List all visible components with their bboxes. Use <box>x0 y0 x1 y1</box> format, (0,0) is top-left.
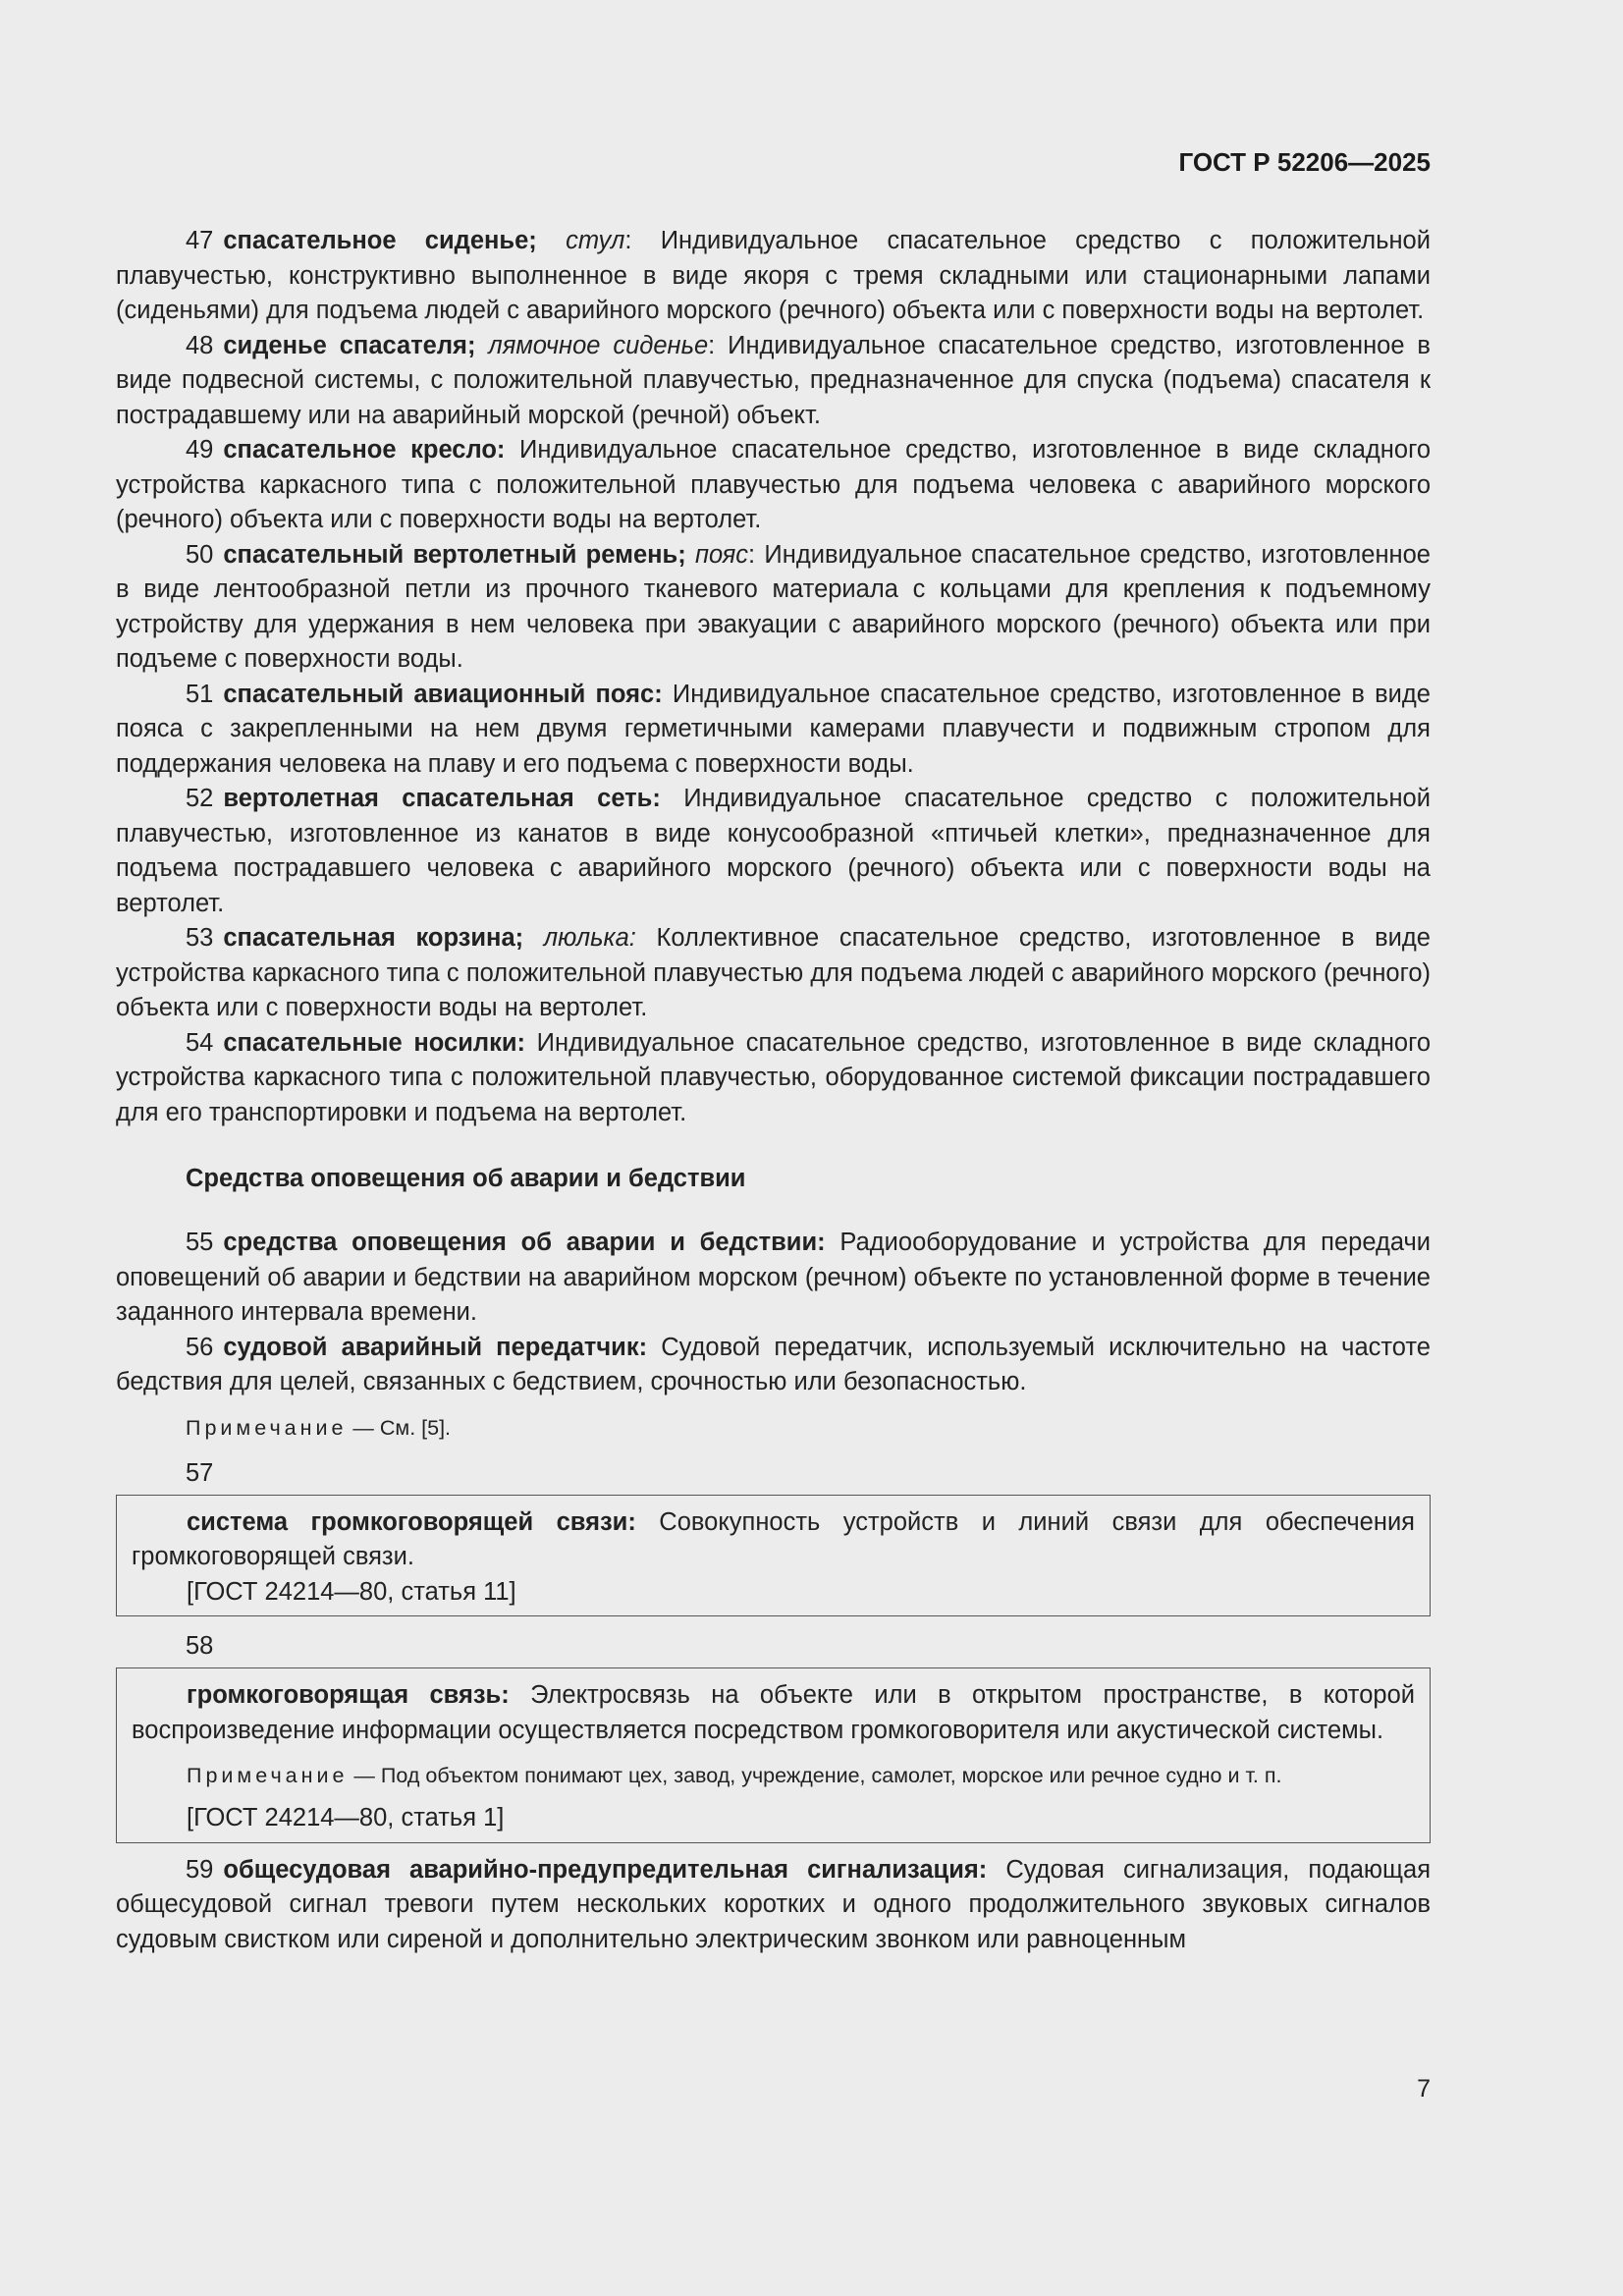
note-58 <box>132 1760 1415 1791</box>
term-entry-50 <box>116 538 1431 678</box>
definition: Радиооборудование и устройства для передачи оповещений об аварии и бедствии на аварийном морском (речном) объекте по установленной форме в течение заданного интервала времени. <box>116 1229 1432 1326</box>
term: громкоговорящая связь: <box>187 1681 510 1709</box>
definition: Индивидуальное спасательное средство, изготовленное в виде складного устройства каркасного типа с положительной плавучестью для подъема человека с аварийного морского (речного) объекта или с поверхности воды на вертолет. <box>116 436 1431 533</box>
term: судовой аварийный передатчик: <box>223 1333 648 1361</box>
term-entry-56 <box>116 1331 1431 1400</box>
definition: Индивидуальное спасательное средство, изготовленное в виде пояса с закрепленными на нем двумя герметичными камерами плавучести и подвижным стропом для поддержания человека на плаву и его подъема с поверхности воды. <box>116 680 1431 778</box>
entry-number: 47 <box>186 227 214 254</box>
entry-number: 56 <box>186 1333 214 1361</box>
term: спасательное кресло: <box>223 436 506 464</box>
entry-number: 50 <box>186 540 214 569</box>
term-entry-53 <box>116 921 1431 1026</box>
note-text: — Под объектом понимают цех, завод, учреждение, самолет, морское или речное судно и т. п. <box>348 1764 1282 1787</box>
definition: Электросвязь на объекте или в открытом пространстве, в которой воспроизведение информации осуществляется посредством громкоговорителя или акустической системы. <box>132 1681 1415 1744</box>
term-entry-55 <box>116 1226 1431 1331</box>
document-body <box>116 224 1431 1957</box>
entry-number-58: 58 <box>186 1632 214 1660</box>
term-entry-52 <box>116 782 1431 921</box>
entry-number: 51 <box>186 680 214 708</box>
note-text: — См. [5]. <box>347 1415 452 1440</box>
definition: Судовой передатчик, используемый исключительно на частоте бедствия для целей, связанных с бедствием, срочностью или безопасностью. <box>116 1333 1431 1395</box>
source-reference: [ГОСТ 24214—80, статья 11] <box>187 1577 516 1606</box>
definition: : Индивидуальное спасательное средство с положительной плавучестью, конструктивно выполненное в виде якоря с тремя складными или стационарными лапами (сиденьями) для подъема людей с аварийного морского (речного) объекта или с поверхности воды на вертолет. <box>116 227 1431 324</box>
section-heading: Средства оповещения об аварии и бедствии <box>186 1165 746 1192</box>
document-code: ГОСТ Р 52206—2025 <box>1178 147 1431 177</box>
term-entry-49 <box>116 433 1431 538</box>
term-entry-57 <box>132 1505 1415 1575</box>
definition: Коллективное спасательное средство, изготовленное в виде устройства каркасного типа с положительной плавучестью для подъема людей с аварийного морского (речного) объекта или с поверхности воды на вертолет. <box>116 924 1431 1021</box>
entry-number: 48 <box>186 331 214 359</box>
term: вертолетная спасательная сеть: <box>223 785 661 812</box>
term: спасательная корзина; <box>223 924 524 952</box>
source-reference: [ГОСТ 24214—80, статья 1] <box>187 1804 505 1831</box>
term: сиденье спасателя; <box>223 331 476 359</box>
term: спасательные носилки: <box>223 1028 526 1057</box>
note-label: Примечание <box>187 1764 349 1787</box>
synonym: стул <box>566 227 625 254</box>
entry-number: 55 <box>186 1229 214 1256</box>
definition: Судовая сигнализация, подающая общесудовой сигнал тревоги путем нескольких коротких и одного продолжительного звуковых сигналов судовым свистком или сиреной и дополнительно электрическим звонком или равноценным <box>116 1855 1431 1953</box>
entry-number: 49 <box>186 436 214 464</box>
quoted-term-box-57 <box>116 1495 1431 1617</box>
term: средства оповещения об аварии и бедствии: <box>223 1229 826 1256</box>
term: спасательный авиационный пояс: <box>223 680 663 708</box>
entry-number-57: 57 <box>186 1458 214 1487</box>
entry-number: 54 <box>186 1028 214 1057</box>
definition: : Индивидуальное спасательное средство, изготовленное в виде подвесной системы, с положительной плавучестью, предназначенное для спуска (подъема) спасателя к пострадавшему или на аварийный морской (речной) объект. <box>116 331 1431 429</box>
term-entry-58 <box>132 1678 1415 1748</box>
quoted-term-box-58 <box>116 1667 1431 1843</box>
term: спасательный вертолетный ремень; <box>223 540 686 569</box>
definition: Индивидуальное спасательное средство с положительной плавучестью, изготовленное из канатов в виде конусообразной «птичьей клетки», предназначенное для подъема пострадавшего человека с аварийного морского (речного) объекта или с поверхности воды на вертолет. <box>116 785 1431 917</box>
term: спасательное сиденье; <box>223 227 537 254</box>
term: система громкоговорящей связи: <box>187 1507 636 1536</box>
definition: Совокупность устройств и линий связи для обеспечения громкоговорящей связи. <box>132 1507 1415 1570</box>
entry-number: 59 <box>186 1855 214 1884</box>
term-entry-47 <box>116 224 1431 329</box>
entry-number: 52 <box>186 785 214 812</box>
entry-number: 53 <box>186 924 214 952</box>
synonym: пояс <box>695 540 749 569</box>
term-entry-59 <box>116 1853 1431 1958</box>
synonym: лямочное сиденье <box>488 331 709 359</box>
term-entry-51 <box>116 678 1431 783</box>
term-entry-48 <box>116 329 1431 434</box>
note-label: Примечание <box>186 1415 348 1440</box>
synonym: люлька: <box>543 924 636 952</box>
page-number: 7 <box>1417 2075 1431 2103</box>
definition: Индивидуальное спасательное средство, изготовленное в виде складного устройства каркасного типа с положительной плавучестью, оборудованное системой фиксации пострадавшего для его транспортировки и подъема на вертолет. <box>116 1028 1432 1126</box>
term: общесудовая аварийно-предупредительная сигнализация: <box>223 1855 988 1884</box>
note-56 <box>116 1412 1431 1444</box>
term-entry-54 <box>116 1026 1431 1131</box>
definition: : Индивидуальное спасательное средство, изготовленное в виде лентообразной петли из прочного тканевого материала с кольцами для крепления к подъемному устройству для удержания в нем человека при эвакуации с аварийного морского (речного) объекта или при подъеме с поверхности воды. <box>116 540 1431 673</box>
